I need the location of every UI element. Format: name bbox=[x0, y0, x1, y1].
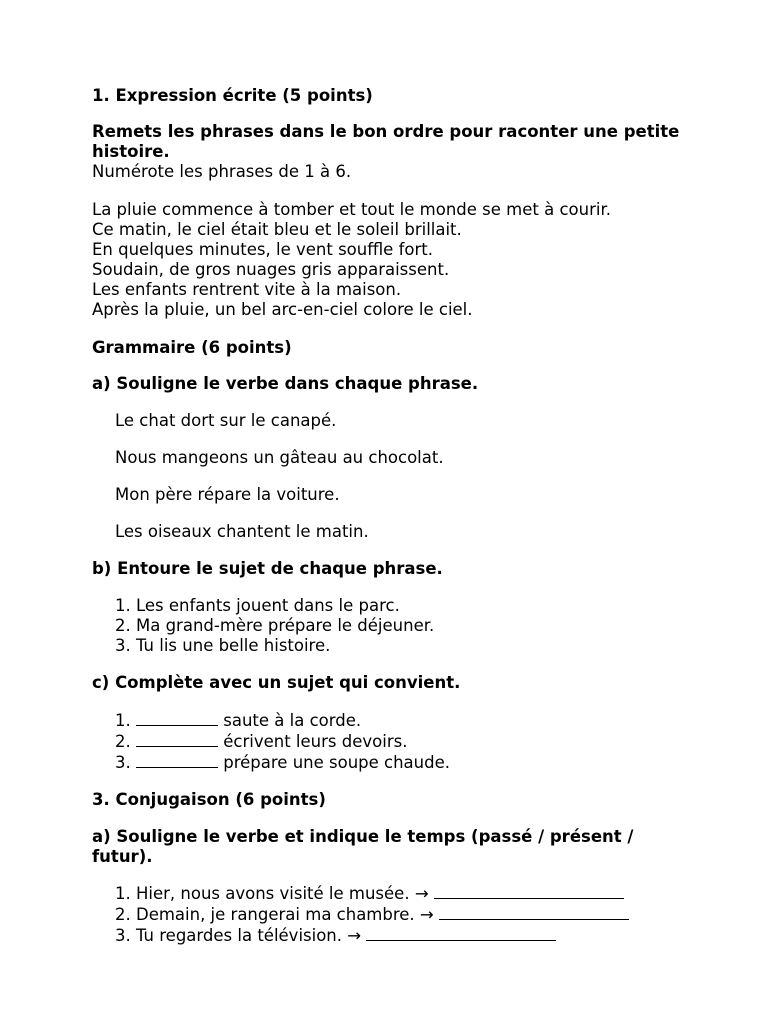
answer-blank[interactable] bbox=[136, 752, 218, 768]
answer-blank[interactable] bbox=[439, 904, 629, 920]
story-sentence: Les enfants rentrent vite à la maison. bbox=[92, 280, 402, 299]
item-text: écrivent leurs devoirs. bbox=[223, 732, 408, 751]
story-sentence: Ce matin, le ciel était bleu et le soleil brillait. bbox=[92, 220, 462, 239]
item-number: 3. bbox=[115, 753, 131, 772]
story-sentences bbox=[92, 200, 692, 320]
list-item bbox=[115, 925, 692, 946]
grammar-a-title: a) Souligne le verbe dans chaque phrase. bbox=[92, 374, 479, 393]
list-item: 1. Les enfants jouent dans le parc. bbox=[115, 596, 400, 615]
answer-blank[interactable] bbox=[136, 731, 218, 747]
list-item bbox=[115, 883, 692, 904]
list-item bbox=[115, 904, 692, 925]
item-text: 3. Tu regardes la télévision. → bbox=[115, 926, 362, 945]
grammar-a-sentence: Mon père répare la voiture. bbox=[115, 485, 340, 504]
story-sentence: Après la pluie, un bel arc-en-ciel colore le ciel. bbox=[92, 300, 473, 319]
item-number: 1. bbox=[115, 711, 131, 730]
section3-title: 3. Conjugaison (6 points) bbox=[92, 790, 326, 809]
story-sentence: En quelques minutes, le vent souffle fort. bbox=[92, 240, 433, 259]
grammar-a-sentence: Les oiseaux chantent le matin. bbox=[115, 522, 369, 541]
grammar-b-list bbox=[92, 596, 692, 656]
item-text: 1. Hier, nous avons visité le musée. → bbox=[115, 884, 429, 903]
section1-instruction-bold: Remets les phrases dans le bon ordre pour raconter une petite histoire. bbox=[92, 122, 680, 161]
item-text: saute à la corde. bbox=[223, 711, 362, 730]
answer-blank[interactable] bbox=[434, 883, 624, 899]
story-sentence: Soudain, de gros nuages gris apparaissent. bbox=[92, 260, 450, 279]
grammar-a-sentence: Nous mangeons un gâteau au chocolat. bbox=[115, 448, 444, 467]
list-item: 2. Ma grand-mère prépare le déjeuner. bbox=[115, 616, 435, 635]
grammar-b-title: b) Entoure le sujet de chaque phrase. bbox=[92, 559, 443, 578]
conjugation-a-title: a) Souligne le verbe et indique le temps (passé / présent / futur). bbox=[92, 827, 634, 866]
answer-blank[interactable] bbox=[136, 710, 218, 726]
item-number: 2. bbox=[115, 732, 131, 751]
list-item bbox=[115, 752, 692, 773]
list-item: 3. Tu lis une belle histoire. bbox=[115, 636, 331, 655]
grammar-c-list bbox=[92, 710, 692, 773]
grammar-c-title: c) Complète avec un sujet qui convient. bbox=[92, 673, 461, 692]
section2-title: Grammaire (6 points) bbox=[92, 338, 292, 357]
list-item bbox=[115, 710, 692, 731]
grammar-a-sentence: Le chat dort sur le canapé. bbox=[115, 411, 337, 430]
section1-instruction: Numérote les phrases de 1 à 6. bbox=[92, 162, 352, 181]
conjugation-a-list bbox=[92, 883, 692, 946]
section1-title: 1. Expression écrite (5 points) bbox=[92, 86, 373, 105]
answer-blank[interactable] bbox=[366, 925, 556, 941]
item-text: 2. Demain, je rangerai ma chambre. → bbox=[115, 905, 434, 924]
list-item bbox=[115, 731, 692, 752]
worksheet bbox=[92, 86, 692, 946]
item-text: prépare une soupe chaude. bbox=[223, 753, 450, 772]
story-sentence: La pluie commence à tomber et tout le monde se met à courir. bbox=[92, 200, 611, 219]
